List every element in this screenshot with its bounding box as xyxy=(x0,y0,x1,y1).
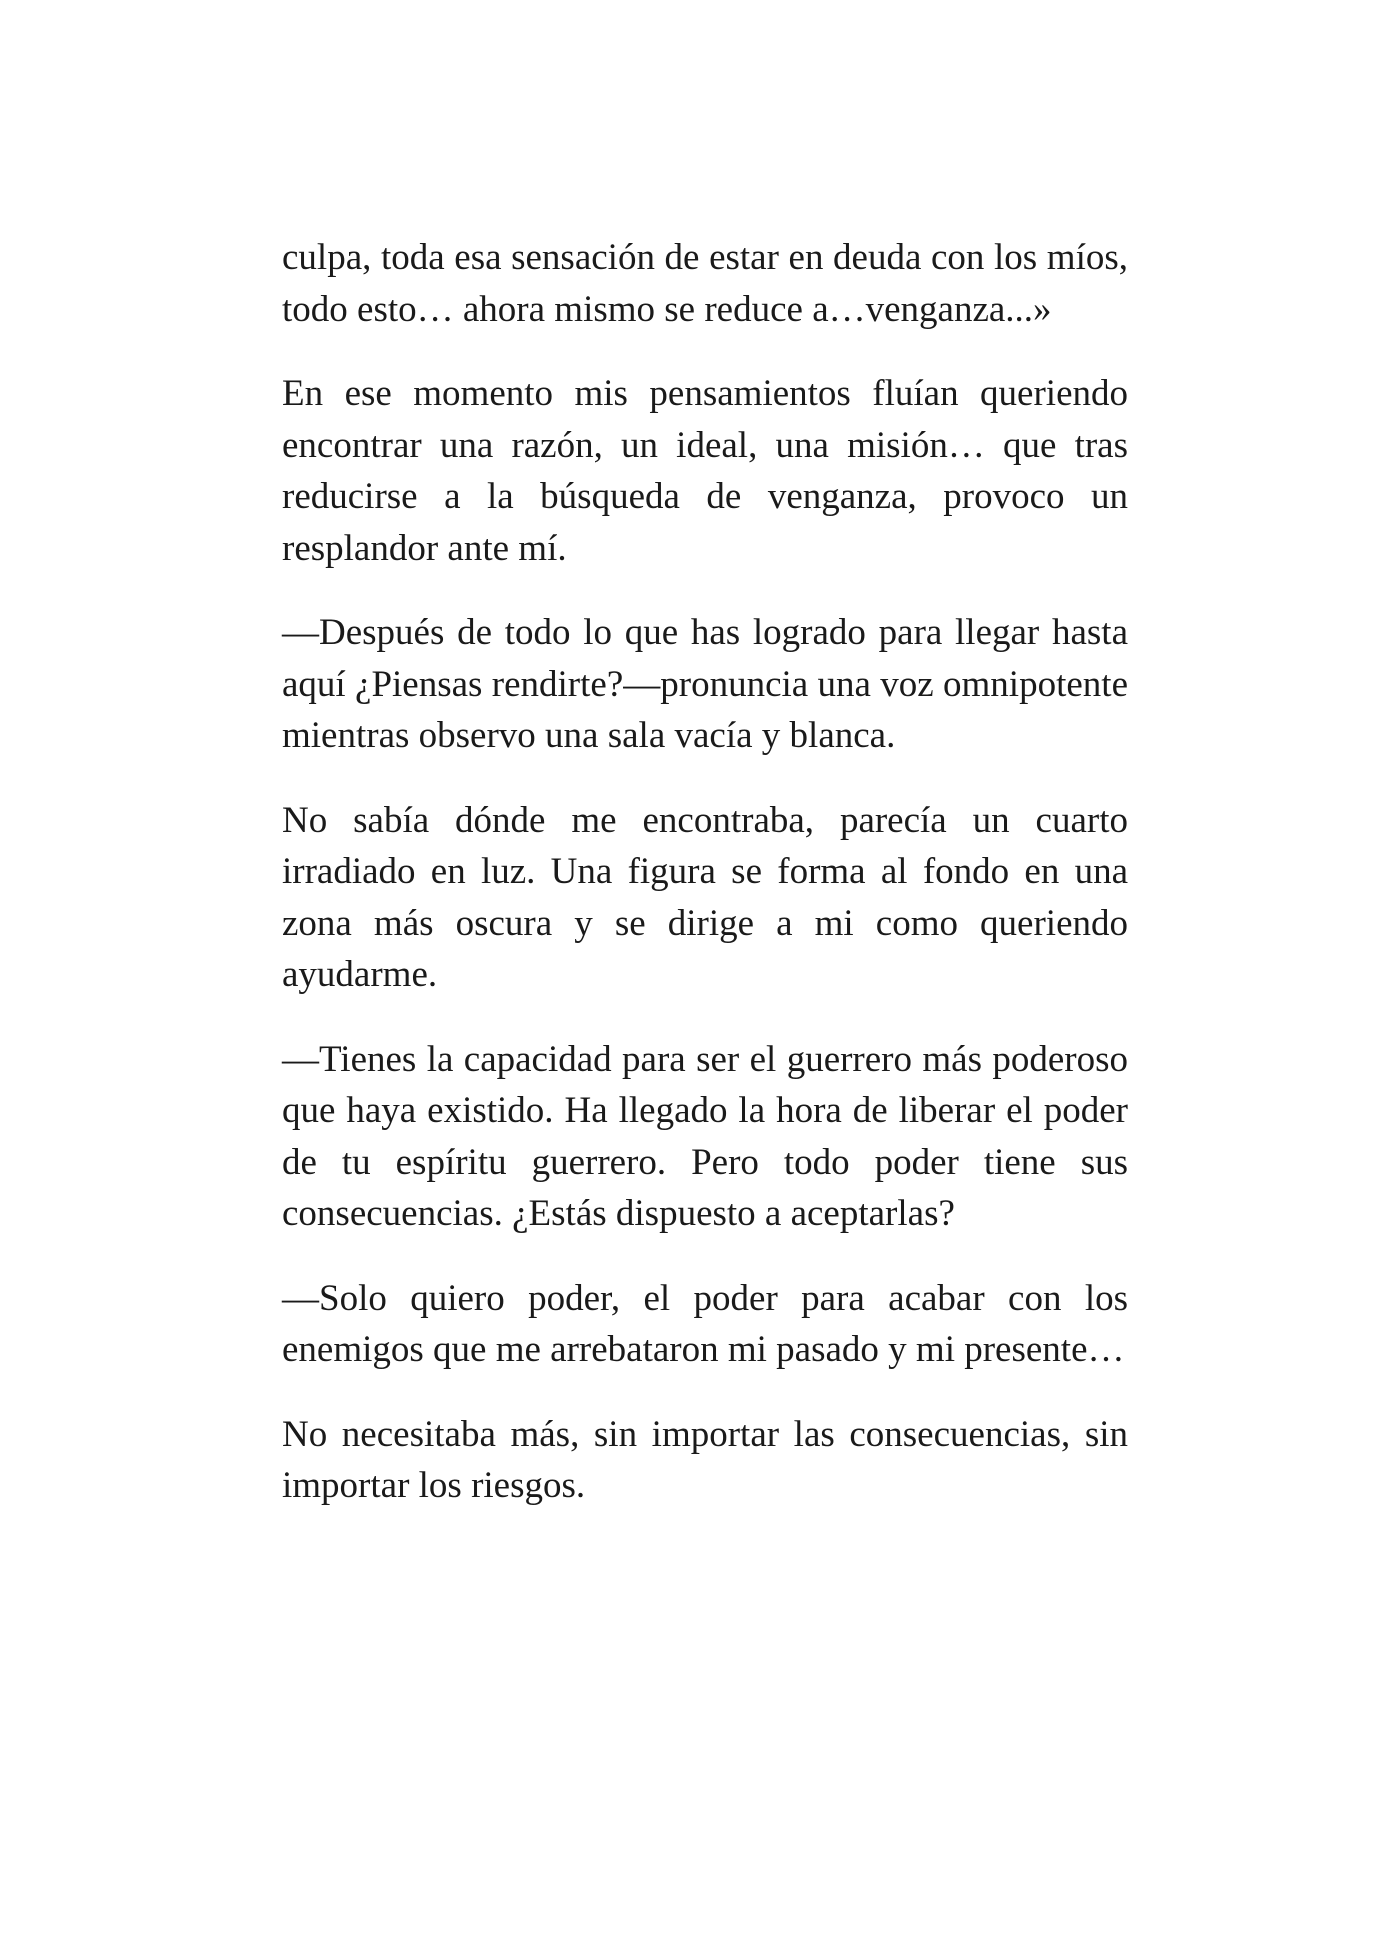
paragraph: —Después de todo lo que has logrado para llegar hasta aquí ¿Piensas rendirte?—pronuncia una voz omnipotente mientras observo una sala vacía y blanca. xyxy=(282,612,1128,756)
paragraph: culpa, toda esa sensación de estar en deuda con los míos, todo esto… ahora mismo se reduce a…venganza...» xyxy=(282,237,1128,330)
paragraph: No sabía dónde me encontraba, parecía un cuarto irradiado en luz. Una figura se forma al fondo en una zona más oscura y se dirige a mi como queriendo ayudarme. xyxy=(282,799,1128,995)
paragraph: —Solo quiero poder, el poder para acabar con los enemigos que me arrebataron mi pasado y mi presente… xyxy=(282,1277,1128,1370)
paragraph: En ese momento mis pensamientos fluían queriendo encontrar una razón, un ideal, una misión… que tras reducirse a la búsqueda de venganza, provoco un resplandor ante mí. xyxy=(282,373,1128,569)
paragraph: No necesitaba más, sin importar las consecuencias, sin importar los riesgos. xyxy=(282,1413,1128,1506)
paragraph: —Tienes la capacidad para ser el guerrero más poderoso que haya existido. Ha llegado la hora de liberar el poder de tu espíritu guerrero. Pero todo poder tiene sus consecuencias. ¿Estás dispuesto a aceptarlas? xyxy=(282,1038,1128,1234)
body-text xyxy=(282,232,1128,1545)
